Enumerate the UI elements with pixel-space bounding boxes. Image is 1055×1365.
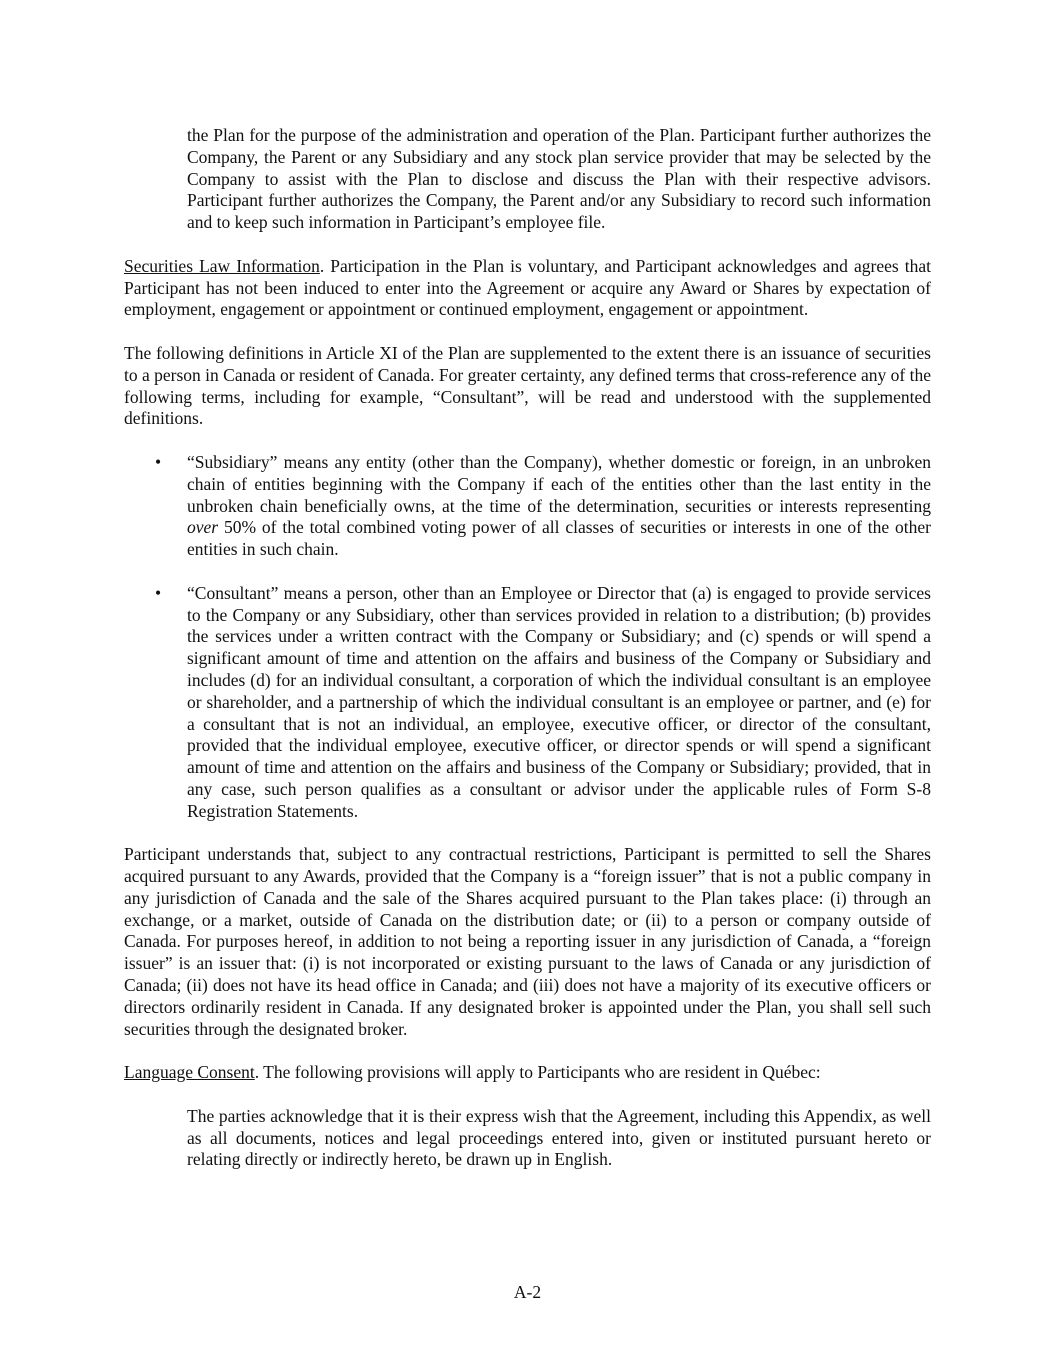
paragraph-securities-law xyxy=(124,256,931,321)
language-consent-text: . The following provisions will apply to Participants who are resident in Québec: xyxy=(254,1062,821,1083)
paragraph-language-consent xyxy=(124,1062,931,1084)
bullet-icon: • xyxy=(155,582,162,603)
bullet-icon: • xyxy=(155,451,162,472)
definitions-list xyxy=(124,452,931,823)
paragraph-resale: Participant understands that, subject to any contractual restrictions, Participant is permitted to sell the Shares acquired pursuant to any Awards, provided that the Company is a “foreign issuer” that is not a public company in any jurisdiction of Canada and the sale of the Shares acquired pursuant to the Plan takes place: (i) through an exchange, or a market, outside of Canada on the distribution date; or (ii) to a person or company outside of Canada. For purposes hereof, in addition to not being a reporting issuer in any jurisdiction of Canada, a “foreign issuer” is an issuer that: (i) is not incorporated or existing pursuant to the laws of Canada or any jurisdiction of Canada; (ii) does not have its head office in Canada; and (iii) does not have a majority of its executive officers or directors ordinarily resident in Canada. If any designated broker is appointed under the Plan, you shall sell such securities through the designated broker. xyxy=(124,844,931,1039)
subsidiary-text-end: 50% of the total combined voting power of all classes of securities or interests in one of the other entities in such chain. xyxy=(187,517,931,560)
definition-consultant xyxy=(124,583,931,823)
subsidiary-text-start: “Subsidiary” means any entity (other than the Company), whether domestic or foreign, in an unbroken chain of entities beginning with the Company if each of the entities other than the last entity in the unbroken chain beneficially owns, at the time of the determination, securities or interests representing xyxy=(187,451,931,516)
paragraph-language-body: The parties acknowledge that it is their express wish that the Agreement, including this Appendix, as well as all documents, notices and legal proceedings entered into, given or instituted pursuant hereto or relating directly or indirectly hereto, be drawn up in English. xyxy=(187,1105,931,1170)
paragraph-definitions-intro: The following definitions in Article XI of the Plan are supplemented to the extent there is an issuance of securities to a person in Canada or resident of Canada. For greater certainty, any defined terms that cross-reference any of the following terms, including for example, “Consultant”, will be read and understood with the supplemented definitions. xyxy=(124,342,931,429)
paragraph-plan-administration: the Plan for the purpose of the administration and operation of the Plan. Participant further authorizes the Company, the Parent or any Subsidiary and any stock plan service provider that may be selected by the Company to assist with the Plan to disclose and discuss the Plan with their respective advisors. Participant further authorizes the Company, the Parent and/or any Subsidiary to record such information and to keep such information in Participant’s employee file. xyxy=(187,125,931,233)
language-consent-heading: Language Consent xyxy=(124,1062,255,1083)
consultant-text: “Consultant” means a person, other than an Employee or Director that (a) is engaged to provide services to the Company or any Subsidiary, other than services provided in relation to a distribution; (b) provides the services under a written contract with the Company or Subsidiary; and (c) spends or will spend a significant amount of time and attention on the affairs and business of the Company or Subsidiary and includes (d) for an individual consultant, a corporation of which the individual consultant is an employee or shareholder, and a partnership of which the individual consultant is an employee or partner, and (e) for a consultant that is not an individual, an employee, executive officer, or director of the consultant, provided that the individual employee, executive officer, or director spends or will spend a significant amount of time and attention on the affairs and business of the Company or Subsidiary; provided, that in any case, such person qualifies as a consultant or advisor under the applicable rules of Form S-8 Registration Statements. xyxy=(187,582,931,821)
subsidiary-text-italic: over xyxy=(187,517,219,538)
page-number: A-2 xyxy=(513,1282,542,1302)
document-body xyxy=(124,125,931,1193)
securities-law-heading: Securities Law Information xyxy=(124,255,320,276)
securities-law-text: . Participation in the Plan is voluntary, and Participant acknowledges and agrees that Participant has not been induced to enter into the Agreement or acquire any Award or Shares by expectation of employment, engagement or appointment or continued employment, engagement or appointment. xyxy=(124,255,931,320)
definition-subsidiary xyxy=(124,452,931,561)
